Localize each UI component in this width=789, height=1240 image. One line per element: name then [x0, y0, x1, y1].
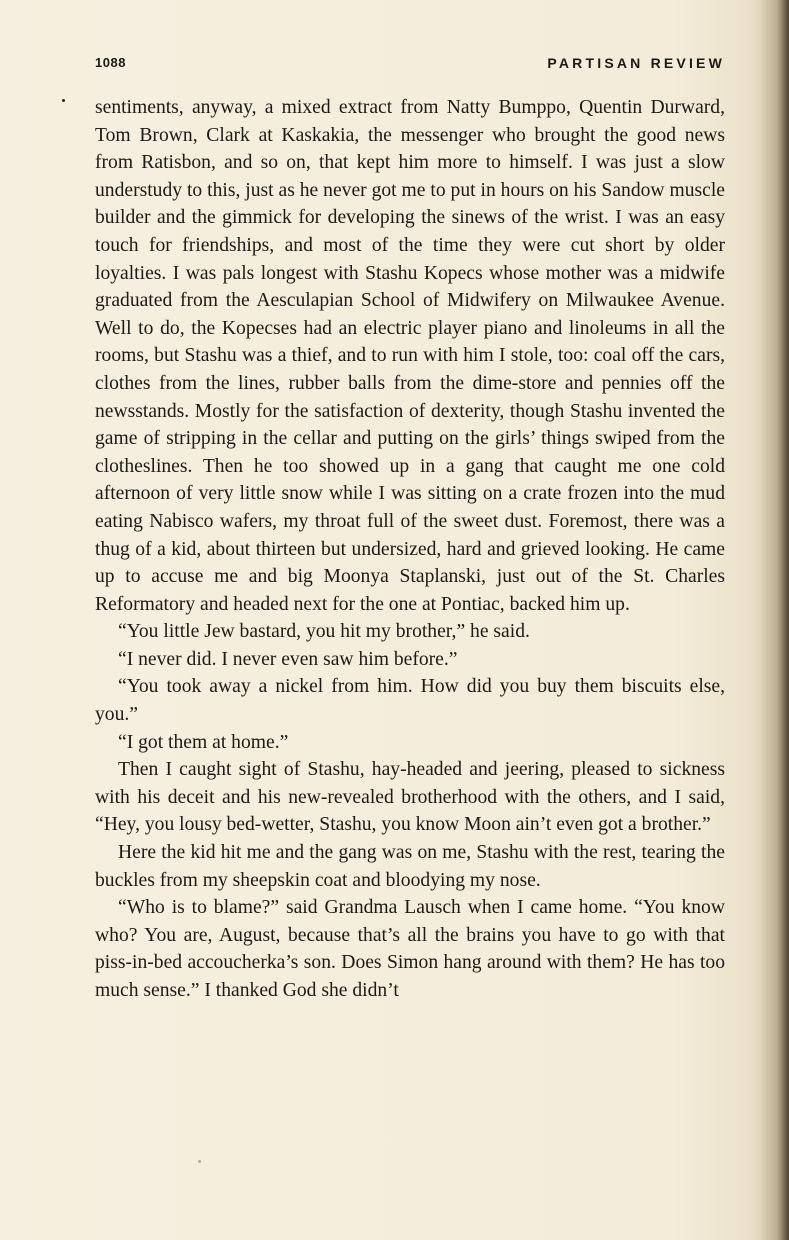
paragraph-1: sentiments, anyway, a mixed extract from Natty Bumppo, Quentin Durward, Tom Brown, Clark at Kaskakia, the messenger who brought the good news from Ratisbon, and so on, that kept him more to himself. I was just a slow understudy to this, just as he never got me to put in hours on his Sandow muscle builder and the gimmick for developing the sinews of the wrist. I was an easy touch for friendships, and most of the time they were cut short by older loyalties. I was pals longest with Stashu Kopecs whose mother was a midwife graduated from the Aesculapian School of Midwifery on Milwaukee Avenue. Well to do, the Kopecses had an electric player piano and linoleums in all the rooms, but Stashu was a thief, and to run with him I stole, too: coal off the cars, clothes from the lines, rubber balls from the dime-store and pennies off the newsstands. Mostly for the satisfaction of dexterity, though Stashu invented the game of stripping in the cellar and putting on the girls’ things swiped from the clotheslines. Then he too showed up in a gang that caught me one cold afternoon of very little snow while I was sitting on a crate frozen into the mud eating Nabisco wafers, my throat full of the sweet dust. Foremost, there was a thug of a kid, about thirteen but undersized, hard and grieved looking. He came up to accuse me and big Moonya Staplanski, just out of the St. Charles Reformatory and headed next for the one at Pontiac, backed him up.	[95, 97, 725, 615]
running-head	[95, 55, 725, 75]
paragraph-2: “You little Jew bastard, you hit my brother,” he said.	[118, 621, 530, 643]
paragraph-8: “Who is to blame?” said Grandma Lausch when I came home. “You know who? You are, August, because that’s all the brains you have to go with that piss-in-bed accoucherka’s son. Does Simon hang around with them? He has too much sense.” I thanked God she didn’t	[95, 897, 725, 1001]
paragraph-6: Then I caught sight of Stashu, hay-headed and jeering, pleased to sickness with his deceit and his new-revealed brotherhood with the others, and I said, “Hey, you lousy bed-wetter, Stashu, you know Moon ain’t even got a brother.”	[95, 759, 725, 836]
paragraph-5: “I got them at home.”	[118, 731, 289, 753]
paragraph-7: Here the kid hit me and the gang was on me, Stashu with the rest, tearing the buckles from my sheepskin coat and bloodying my nose.	[95, 842, 725, 891]
page-number: 1088	[95, 55, 126, 70]
paragraph-3: “I never did. I never even saw him before.”	[118, 648, 458, 670]
journal-title: PARTISAN REVIEW	[547, 55, 725, 71]
margin-mark	[62, 99, 65, 102]
paragraph-4: “You took away a nickel from him. How did you buy them biscuits else, you.”	[95, 676, 725, 726]
spine-shadow	[759, 0, 789, 1240]
body-text	[95, 94, 725, 1005]
paper-speck	[198, 1160, 201, 1163]
